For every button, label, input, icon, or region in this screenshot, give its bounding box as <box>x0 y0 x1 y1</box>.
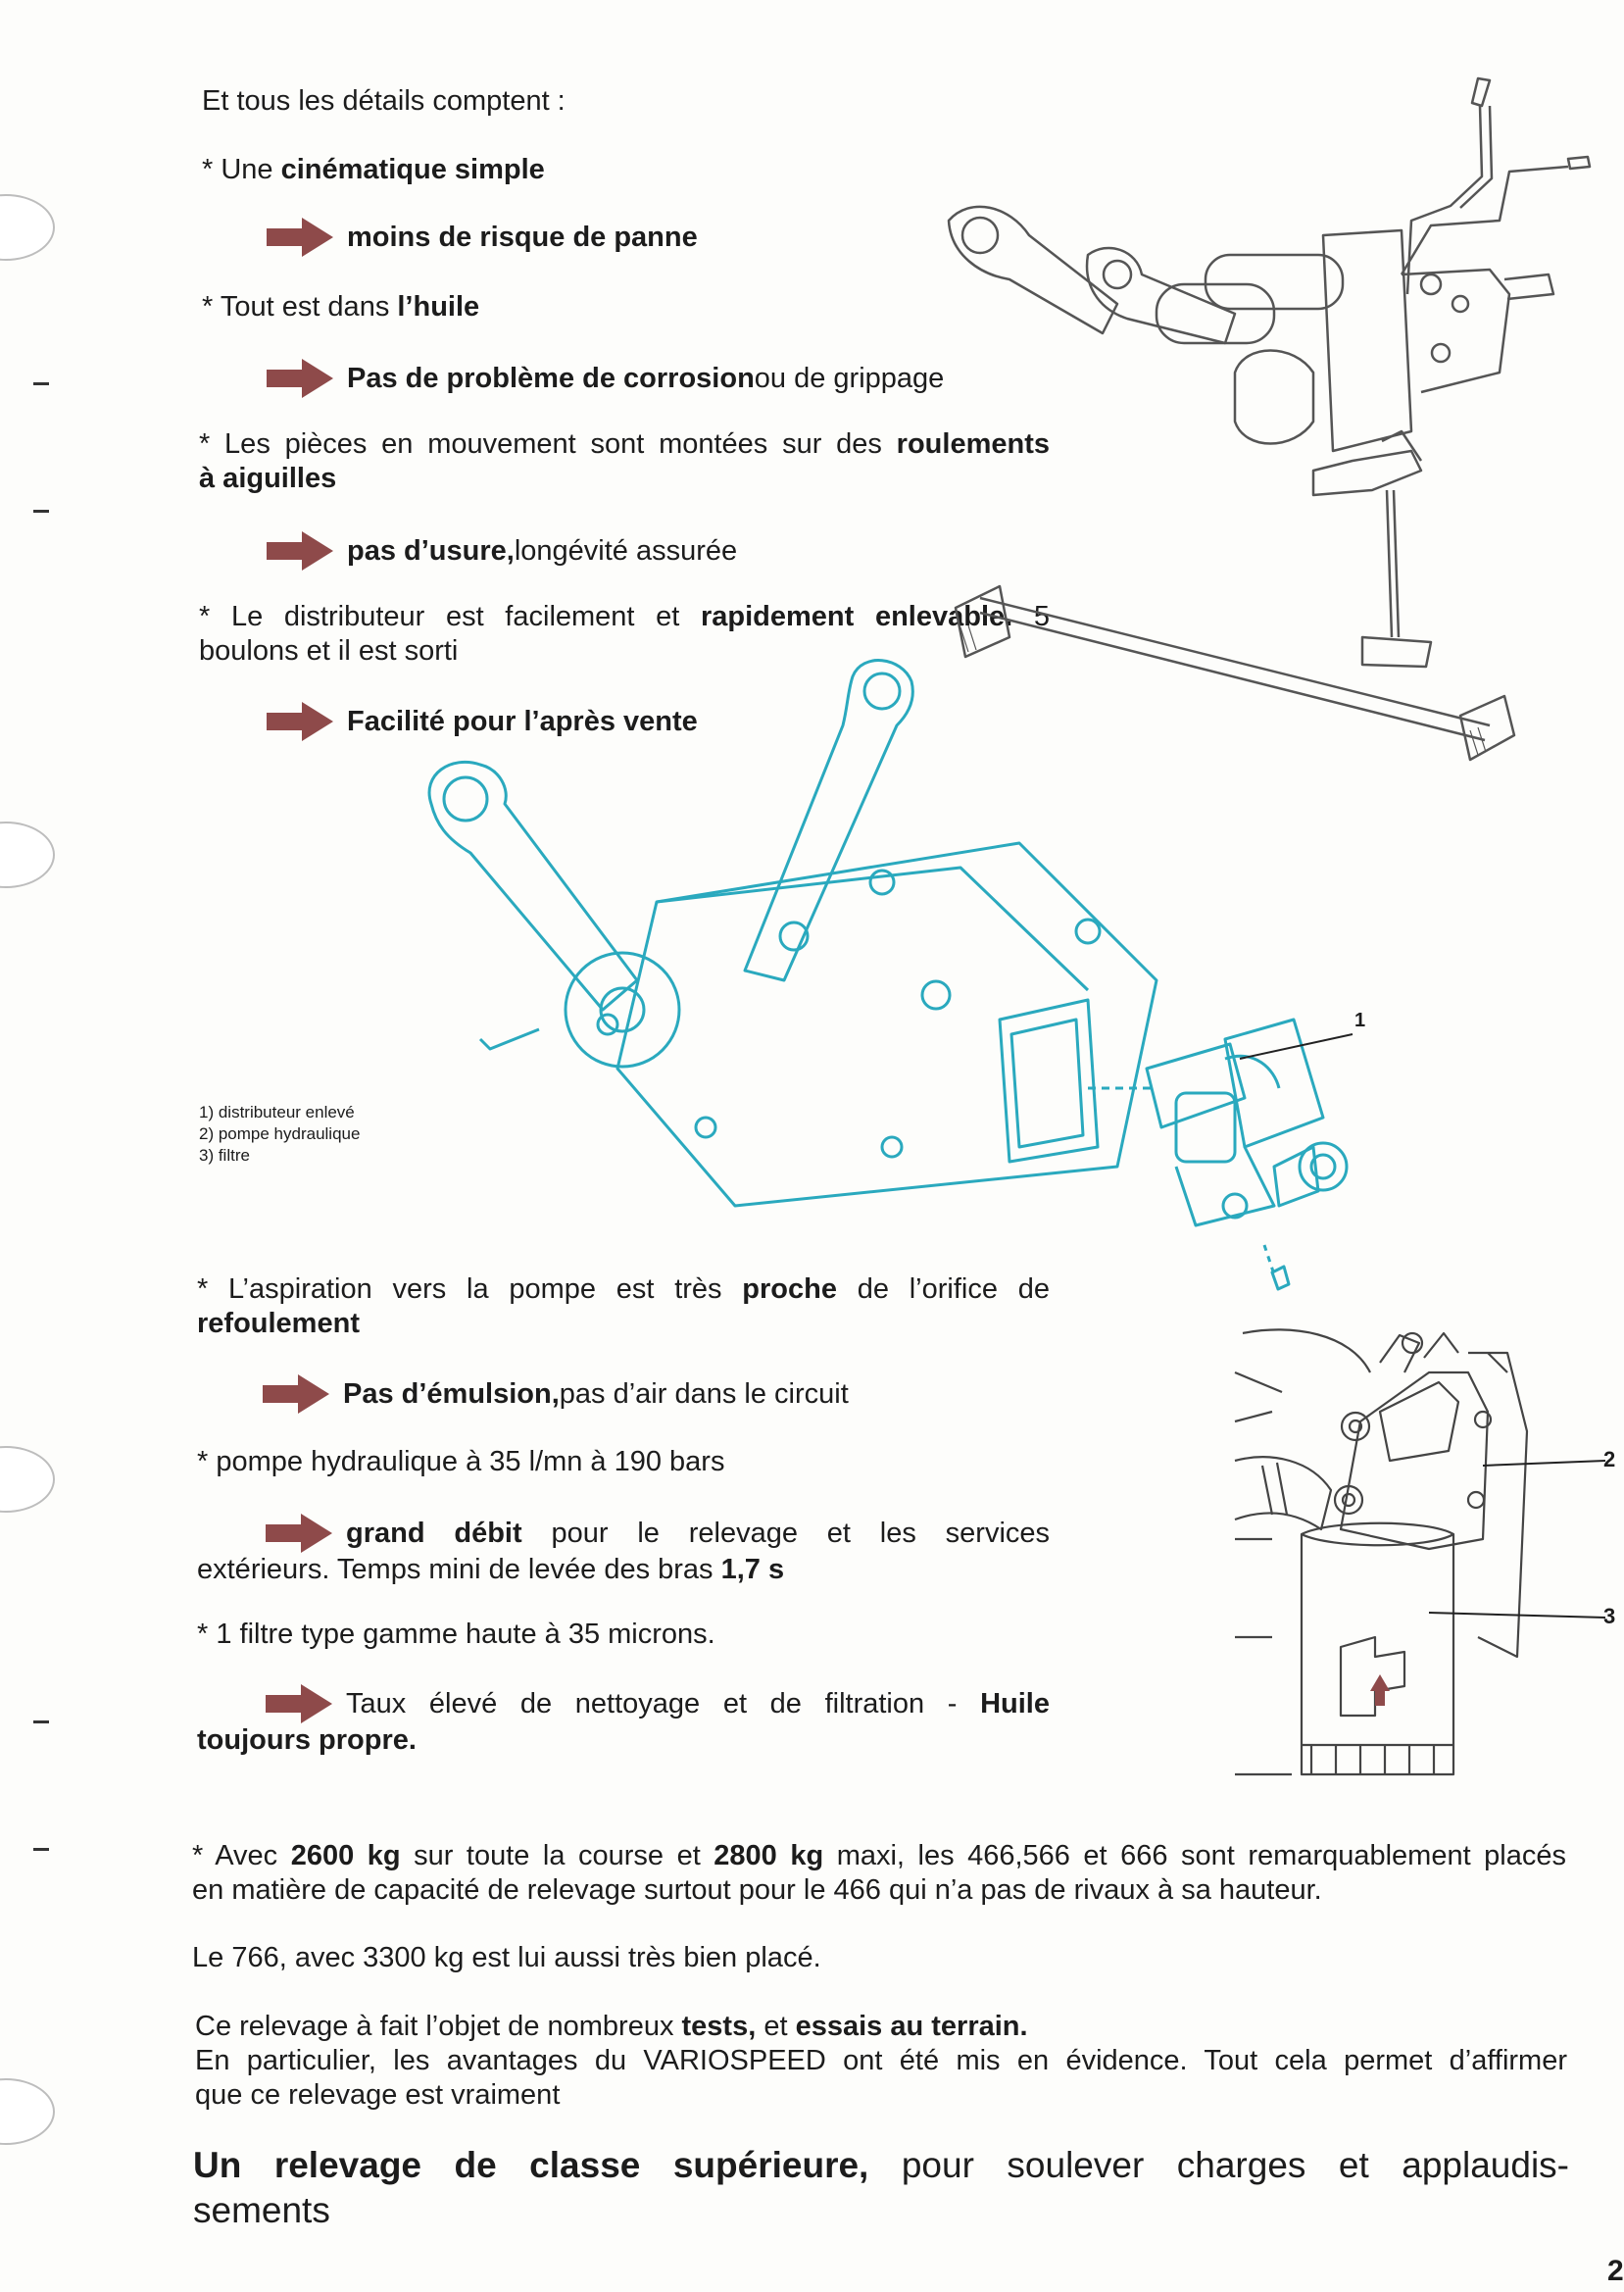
arrow-right-icon <box>267 702 333 741</box>
figure-legend: 1) distributeur enlevé 2) pompe hydraulique 3) filtre <box>199 1103 361 1165</box>
arrow-right-icon <box>263 1374 329 1414</box>
pump-filter-drawing <box>1233 1314 1621 1794</box>
callout-2: 2 <box>1603 1447 1616 1471</box>
arrow-right-icon <box>266 1684 332 1723</box>
closing-statement: Un relevage de classe supérieure, pour soulever charges et applaudis- sements <box>193 2145 1569 2230</box>
feature-1-benefit: moins de risque de panne <box>267 218 698 257</box>
feature-6-benefit: grand débit pour le relevage et les services extérieurs. Temps mini de levée des bras 1,7 s <box>197 1514 1050 1587</box>
binder-hole <box>0 822 55 888</box>
arrow-right-icon <box>266 1514 332 1553</box>
tests-paragraph: Ce relevage à fait l’objet de nombreux tests, et essais au terrain. En particulier, les avantages du VARIOSPEED ont été mis en évidence. Tout cela permet d’affirmer que ce relevage est vraiment <box>195 2011 1567 2111</box>
feature-6: * pompe hydraulique à 35 l/mn à 190 bars <box>197 1446 725 1477</box>
arrow-right-icon <box>267 218 333 257</box>
callout-3: 3 <box>1603 1604 1616 1628</box>
margin-mark <box>33 382 49 385</box>
margin-mark <box>33 1848 49 1851</box>
capacity-paragraph: * Avec 2600 kg sur toute la course et 2800 kg maxi, les 466,566 et 666 sont remarquablement placés en matière de capacité de relevage surtout pour le 466 qui n’a pas de rivaux à sa hauteur. <box>192 1840 1567 1906</box>
feature-2-benefit: Pas de problème de corrosion ou de grippage <box>267 359 944 398</box>
feature-2: * Tout est dans l’huile <box>202 291 480 323</box>
binder-hole <box>0 2078 55 2145</box>
feature-7: * 1 filtre type gamme haute à 35 microns. <box>197 1619 715 1650</box>
feature-5-benefit: Pas d’émulsion, pas d’air dans le circuit <box>263 1374 849 1414</box>
feature-1: * Une cinématique simple <box>202 154 545 185</box>
distributor-drawing <box>412 657 1392 1304</box>
binder-hole <box>0 1446 55 1513</box>
margin-mark <box>33 510 49 513</box>
page-number: 2 <box>1607 2255 1624 2287</box>
p766-paragraph: Le 766, avec 3300 kg est lui aussi très bien placé. <box>192 1942 821 1973</box>
feature-3-benefit: pas d’usure, longévité assurée <box>267 531 737 571</box>
arrow-right-icon <box>267 359 333 398</box>
margin-mark <box>33 1720 49 1723</box>
arrow-right-icon <box>267 531 333 571</box>
binder-hole <box>0 194 55 261</box>
callout-1: 1 <box>1354 1010 1366 1031</box>
intro-text: Et tous les détails comptent : <box>202 85 566 117</box>
feature-4: * Le distributeur est facilement et rapidement enlevable. 5 boulons et il est sorti <box>199 601 1050 667</box>
feature-3: * Les pièces en mouvement sont montées sur des roulements à aiguilles <box>199 428 1050 494</box>
feature-4-benefit: Facilité pour l’après vente <box>267 702 698 741</box>
feature-7-benefit: Taux élevé de nettoyage et de filtration - Huile toujours propre. <box>197 1684 1050 1758</box>
feature-5: * L’aspiration vers la pompe est très proche de l’orifice de refoulement <box>197 1273 1050 1339</box>
